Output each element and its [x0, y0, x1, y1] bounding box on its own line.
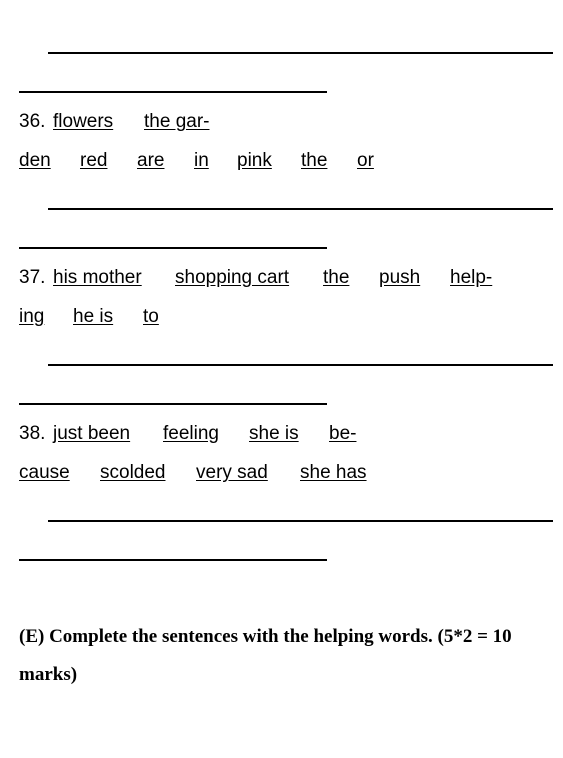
word-chip: red: [80, 150, 108, 171]
word-chip: he is: [73, 306, 114, 327]
question-number: 37.: [19, 267, 46, 288]
word-chip: feeling: [163, 423, 219, 444]
answer-line: [48, 52, 553, 54]
word-chip: the gar-: [144, 111, 210, 132]
answer-line: [19, 403, 327, 405]
word-chip: or: [357, 150, 374, 171]
question-number: 38.: [19, 423, 46, 444]
answer-line: [48, 364, 553, 366]
word-chip: flowers: [53, 111, 114, 132]
section-e-heading: (E) Complete the sentences with the helping words. (5*2 = 10 marks): [19, 626, 512, 685]
answer-line: [48, 520, 553, 522]
word-chip: ing: [19, 306, 45, 327]
answer-line: [19, 91, 327, 93]
word-chip: pink: [237, 150, 272, 171]
word-chip: his mother: [53, 267, 142, 288]
word-chip: very sad: [196, 462, 268, 483]
word-chip: cause: [19, 462, 70, 483]
word-chip: are: [137, 150, 165, 171]
word-chip: be-: [329, 423, 357, 444]
answer-line: [19, 247, 327, 249]
answer-line: [19, 559, 327, 561]
word-chip: she has: [300, 462, 367, 483]
word-chip: push: [379, 267, 421, 288]
word-chip: help-: [450, 267, 493, 288]
word-chip: just been: [53, 423, 131, 444]
word-chip: she is: [249, 423, 299, 444]
word-chip: shopping cart: [175, 267, 290, 288]
word-chip: the: [323, 267, 350, 288]
answer-line: [48, 208, 553, 210]
word-chip: to: [143, 306, 159, 327]
word-chip: scolded: [100, 462, 166, 483]
word-chip: in: [194, 150, 209, 171]
word-chip: den: [19, 150, 51, 171]
question-number: 36.: [19, 111, 46, 132]
word-chip: the: [301, 150, 328, 171]
